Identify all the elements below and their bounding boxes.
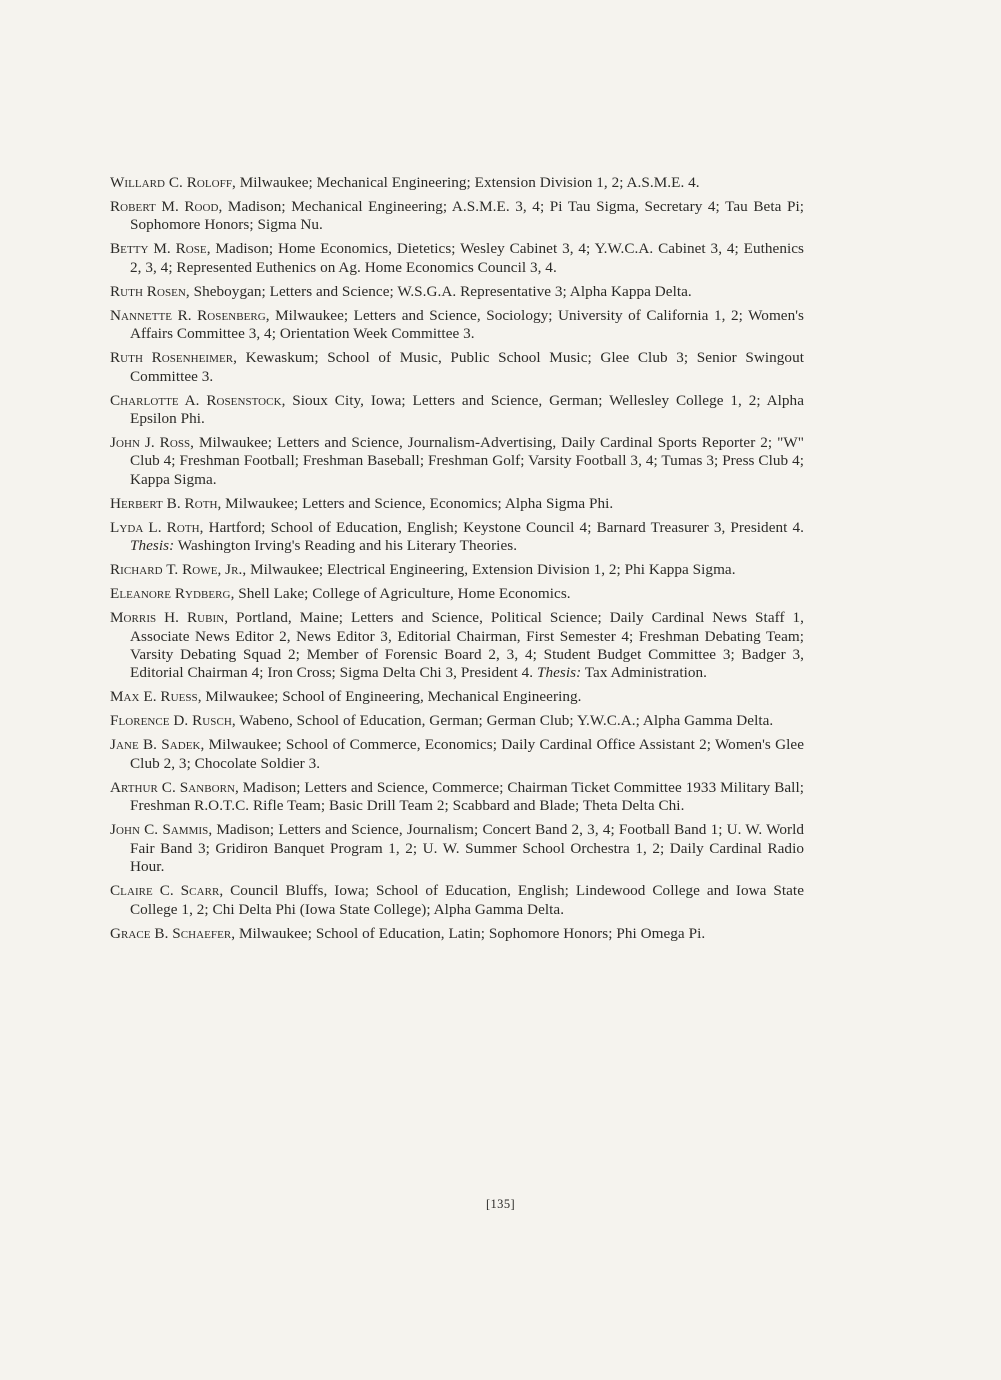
student-name: Nannette R. Rosenberg (110, 306, 266, 324)
student-name: Jane B. Sadek (110, 736, 201, 754)
entry-details: , Shell Lake; College of Agriculture, Home Economics. (230, 585, 571, 603)
page-number: [135] (485, 1197, 516, 1211)
list-item (110, 821, 804, 876)
entry-details: , Milwaukee; School of Engineering, Mechanical Engineering. (197, 688, 582, 706)
senior-entries-list (110, 174, 804, 949)
list-item (110, 240, 804, 277)
list-item (110, 925, 804, 943)
student-name: Grace B. Schaefer (110, 924, 232, 942)
student-name: Morris H. Rubin (110, 609, 225, 627)
entry-details: , Madison; Mechanical Engineering; A.S.M.E. 3, 4; Pi Tau Sigma, Secretary 4; Tau Beta Pi; Sophomore Honors; Sigma Nu. (130, 198, 804, 234)
entry-details: , Madison; Letters and Science, Journalism; Concert Band 2, 3, 4; Football Band 1; U. W. World Fair Band 3; Gridiron Banquet Program 1, 2; U. W. Summer School Orchestra 1, 2; Daily Cardinal Radio Hour. (130, 821, 804, 876)
student-name: Florence D. Rusch (110, 712, 232, 730)
student-name: Claire C. Scarr (110, 882, 220, 900)
student-name: Charlotte A. Rosenstock (110, 391, 282, 409)
student-name: Max E. Ruess (110, 688, 198, 706)
thesis-title: Tax Administration. (581, 664, 708, 682)
student-name: John C. Sammis (110, 821, 209, 839)
list-item (110, 585, 804, 603)
entry-details: , Sioux City, Iowa; Letters and Science, German; Wellesley College 1, 2; Alpha Epsilon Phi. (130, 391, 804, 428)
entry-details: , Milwaukee; Mechanical Engineering; Extension Division 1, 2; A.S.M.E. 4. (232, 174, 700, 191)
entry-details: , Madison; Home Economics, Dietetics; Wesley Cabinet 3, 4; Y.W.C.A. Cabinet 3, 4; Euthenics 2, 3, 4; Represented Euthenics on Ag. Home Economics Council 3, 4. (130, 240, 805, 276)
student-name: Ruth Rosen (110, 282, 186, 300)
entry-details: , Portland, Maine; Letters and Science, Political Science; Daily Cardinal News Staff 1, Associate News Editor 2, News Editor 3, Editorial Chairman, First Semester 4; Freshman Debating Team; Varsity Debating Squad 2; Member of Forensic Board 2, 3, 4; Student Budget Committee 3; Badger 3, Editorial Chairman 4; Iron Cross; Sigma Delta Chi 3, President 4. (130, 609, 804, 682)
entry-details: , Madison; Letters and Science, Commerce; Chairman Ticket Committee 1933 Military Ball; Freshman R.O.T.C. Rifle Team; Basic Drill Team 2; Scabbard and Blade; Theta Delta Chi. (130, 778, 804, 815)
thesis-label: Thesis: (536, 664, 582, 682)
list-item (110, 349, 804, 386)
list-item (110, 609, 804, 683)
list-item (110, 434, 804, 489)
student-name: Lyda L. Roth (110, 518, 200, 536)
thesis-label: Thesis: (130, 537, 175, 555)
student-name: Herbert B. Roth (110, 494, 218, 512)
entry-details: , Milwaukee; School of Commerce, Economics; Daily Cardinal Office Assistant 2; Women's Glee Club 2, 3; Chocolate Soldier 3. (130, 736, 804, 772)
student-name: John J. Ross (110, 434, 191, 452)
entry-details: , Milwaukee; Letters and Science, Sociology; University of California 1, 2; Women's Affairs Committee 3, 4; Orientation Week Committee 3. (130, 306, 804, 343)
student-name: Betty M. Rose (110, 240, 207, 258)
entry-details: , Milwaukee; Letters and Science, Journalism-Advertising, Daily Cardinal Sports Reporter 2; "W" Club 4; Freshman Football; Freshman Baseball; Freshman Golf; Varsity Football 3, 4; Tumas 3; Press Club 4; Kappa Sigma. (130, 434, 804, 488)
student-name: Willard C. Roloff (110, 174, 233, 191)
student-name: Arthur C. Sanborn (110, 778, 235, 796)
entry-details: , Milwaukee; Letters and Science, Economics; Alpha Sigma Phi. (217, 494, 614, 512)
list-item (110, 519, 804, 556)
list-item (110, 561, 804, 579)
list-item (110, 392, 804, 429)
list-item (110, 779, 804, 816)
entry-details: , Wabeno, School of Education, German; German Club; Y.W.C.A.; Alpha Gamma Delta. (231, 712, 774, 730)
entry-details: , Hartford; School of Education, English; Keystone Council 4; Barnard Treasurer 3, President 4. (199, 518, 804, 536)
entry-details: , Sheboygan; Letters and Science; W.S.G.A. Representative 3; Alpha Kappa Delta. (185, 282, 692, 300)
list-item (110, 174, 804, 192)
list-item (110, 712, 804, 730)
list-item (110, 736, 804, 773)
entry-details: , Kewaskum; School of Music, Public School Music; Glee Club 3; Senior Swingout Committee 3. (130, 349, 804, 385)
student-name: Richard T. Rowe, Jr. (110, 561, 243, 579)
list-item (110, 307, 804, 344)
list-item (110, 495, 804, 513)
student-name: Robert M. Rood (110, 198, 219, 215)
entry-details: , Milwaukee; Electrical Engineering, Extension Division 1, 2; Phi Kappa Sigma. (242, 561, 736, 579)
entry-details: , Council Bluffs, Iowa; School of Education, English; Lindewood College and Iowa State College 1, 2; Chi Delta Phi (Iowa State College); Alpha Gamma Delta. (130, 882, 804, 918)
student-name: Ruth Rosenheimer (110, 349, 234, 367)
list-item (110, 283, 804, 301)
student-name: Eleanore Rydberg (110, 585, 231, 603)
list-item (110, 882, 804, 919)
list-item (110, 198, 804, 235)
thesis-title: Washington Irving's Reading and his Literary Theories. (174, 537, 518, 555)
entry-details: , Milwaukee; School of Education, Latin; Sophomore Honors; Phi Omega Pi. (231, 924, 706, 942)
list-item (110, 688, 804, 706)
